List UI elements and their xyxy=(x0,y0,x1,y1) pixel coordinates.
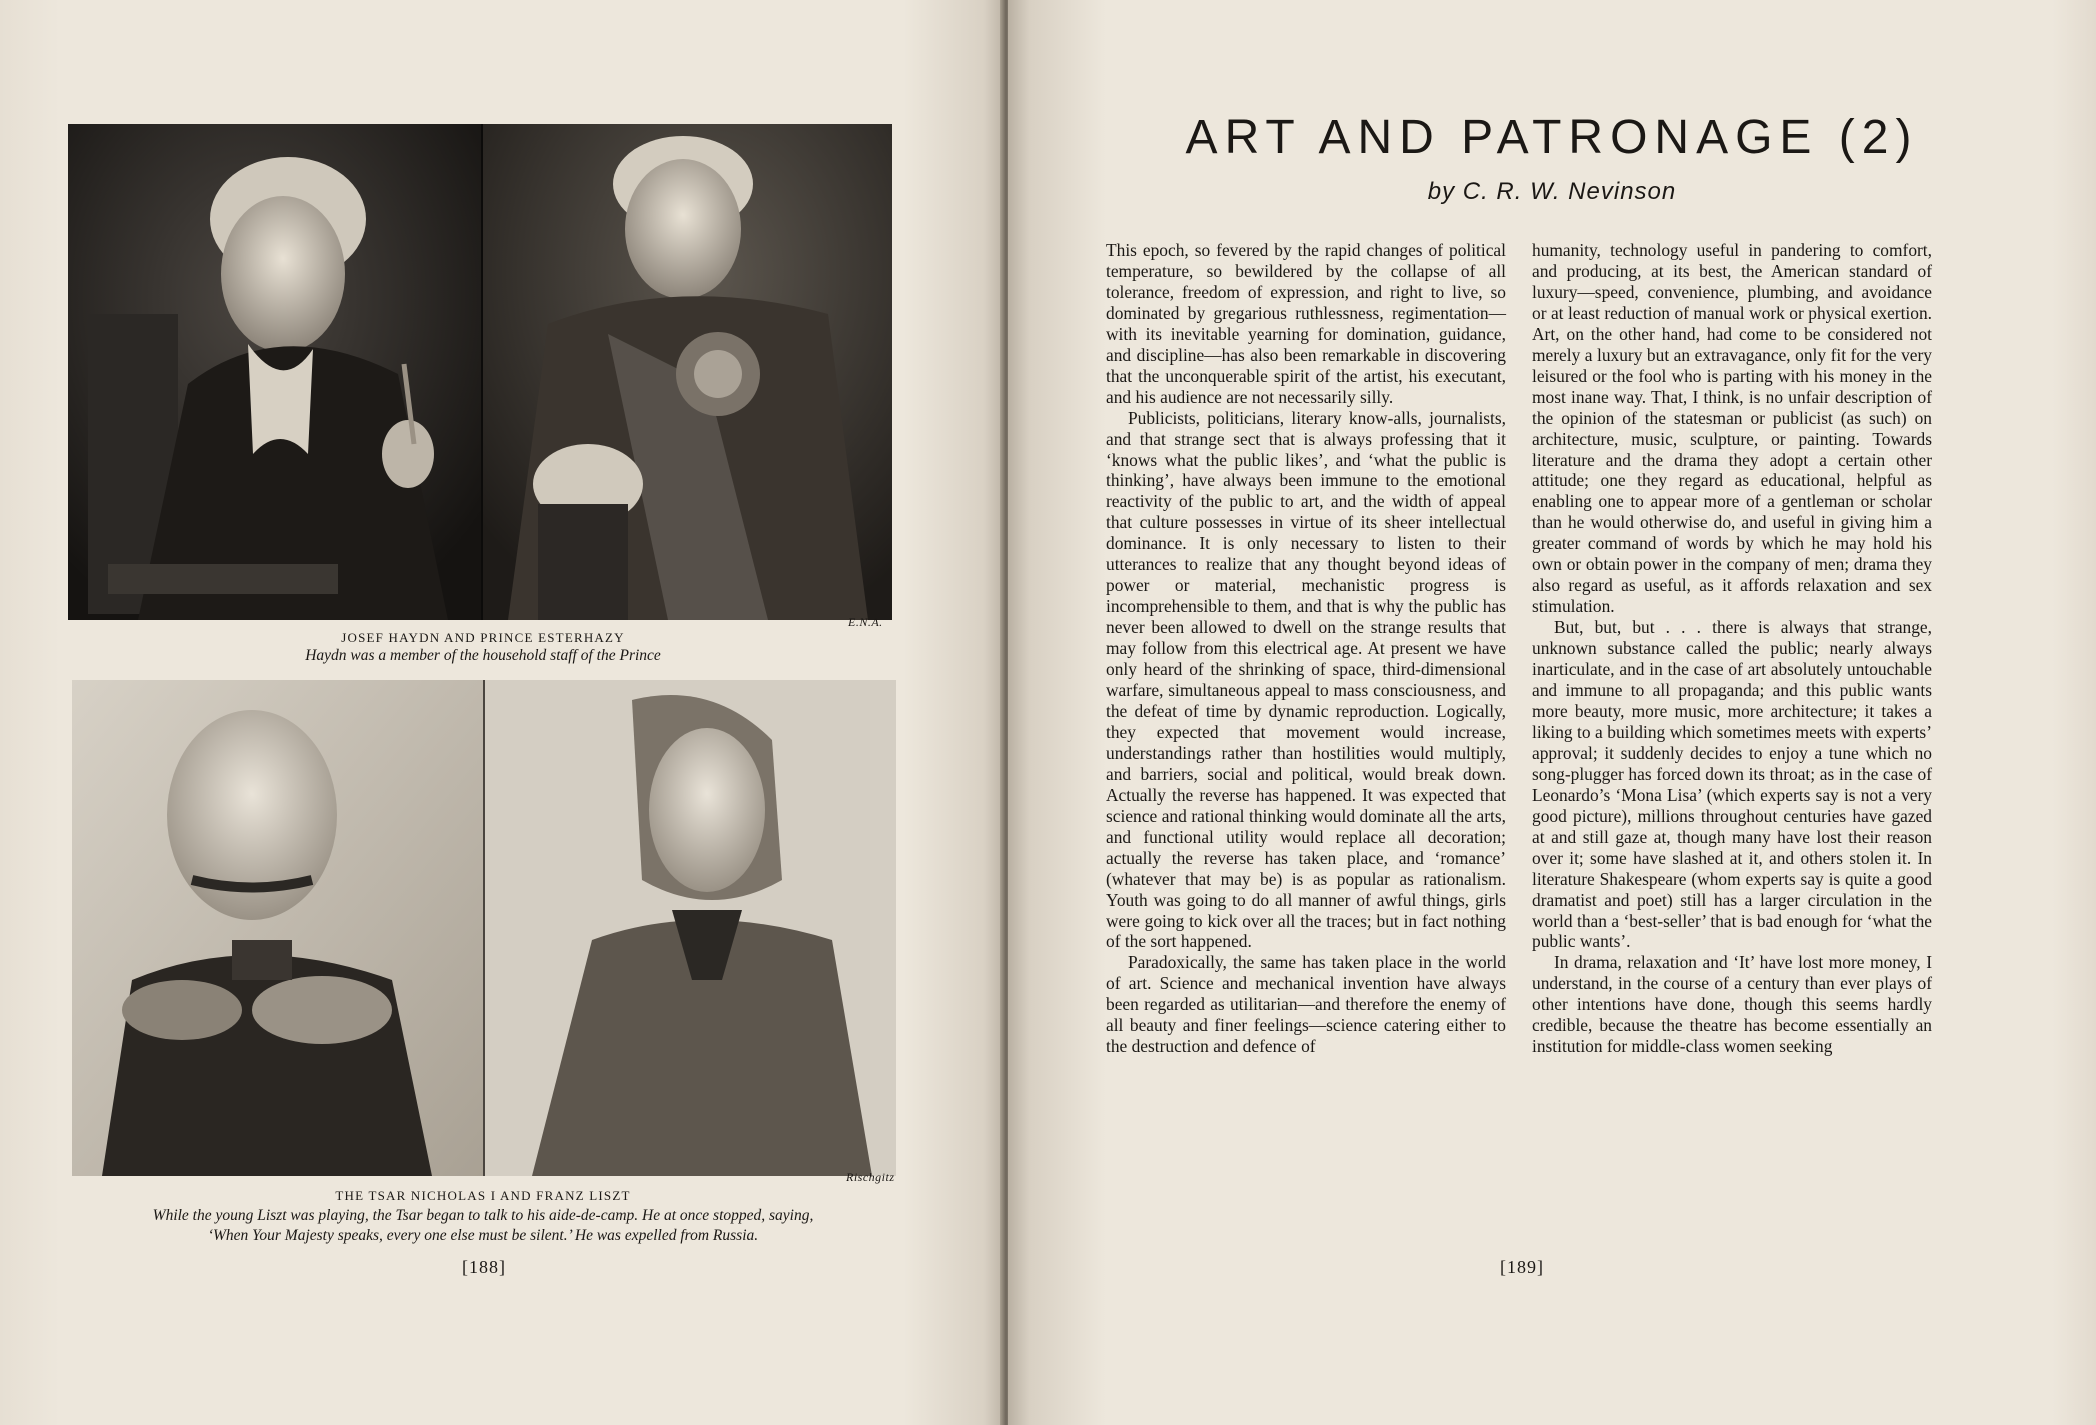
caption-heading: JOSEF HAYDN AND PRINCE ESTERHAZY xyxy=(341,630,625,645)
left-page xyxy=(0,0,1004,1425)
haydn-esterhazy-engraving xyxy=(68,124,892,620)
text-column-one xyxy=(1106,240,1506,1057)
paragraph: This epoch, so fevered by the rapid changes of political temperature, so bewildered by the collapse of all tolerance, freedom of expression, and right to live, so dominated by gregarious ruthlessness, regimentation—with its inevitable yearning for domination, guidance, and discipline—has also been remarkable in discovering that the unconquerable spirit of the artist, his executant, and his audience are not necessarily silly. xyxy=(1106,240,1506,407)
nicholas-liszt-engraving xyxy=(72,680,896,1176)
portrait-plate-nicholas-liszt xyxy=(72,680,896,1176)
page-number: [188] xyxy=(462,1257,506,1277)
text-column-two xyxy=(1532,240,1932,1057)
page-number: [189] xyxy=(1500,1257,1544,1277)
paragraph: Paradoxically, the same has taken place in the world of art. Science and mechanical invention have always been regarded as utilitarian—and therefore the enemy of all beauty and finer feelings—science catering either to the destruction and defence of xyxy=(1106,952,1506,1057)
paragraph: In drama, relaxation and ‘It’ have lost more money, I understand, in the course of a century than ever plays of other intentions have done, though this seems hardly credible, because the theatre has become essentially an institution for middle-class women seeking xyxy=(1532,952,1932,1057)
caption-heading: THE TSAR NICHOLAS I AND FRANZ LISZT xyxy=(335,1188,631,1203)
article-title: ART AND PATRONAGE (2) xyxy=(1185,111,1919,164)
paragraph: humanity, technology useful in pandering to comfort, and producing, at its best, the American standard of luxury—speed, convenience, plumbing, and avoidance or at least reduction of manual work or physical exertion. Art, on the other hand, had come to be considered not merely a luxury but an extravagance, only fit for the very leisured or the fool who is parting with his money in the most inane way. That, I think, is no unfair description of the opinion of the statesman or publicist (as such) on architecture, music, sculpture, or painting. Towards literature and the drama they adopt a certain other attitude; one they regard as educational, helpful as enabling one to appear more of a gentleman or scholar than he would otherwise do, and useful in giving him a greater command of words by which he may hold his own or obtain power in the company of men; drama they also regard as useful, as it affords relaxation and sex stimulation. xyxy=(1532,240,1932,617)
caption-text: Haydn was a member of the household staff of the Prince xyxy=(305,647,661,664)
caption-line: ‘When Your Majesty speaks, every one else must be silent.’ He was expelled from Russia. xyxy=(207,1227,759,1244)
plate-credit: E.N.A. xyxy=(848,615,883,629)
article-byline: by C. R. W. Nevinson xyxy=(1427,178,1677,205)
paragraph: But, but, but . . . there is always that strange, unknown substance called the public; nearly always inarticulate, and in the case of art absolutely untouchable and immune to all propaganda; and this public wants more beauty, more music, more architecture; it takes a liking to a building which sometimes meets with experts’ approval; it suddenly decides to enjoy a tune which no song-plugger has forced down its throat; as in the case of Leonardo’s ‘Mona Lisa’ (which experts say is not a very good picture), millions throughout centuries have gazed at and still gaze at, though many have lost their reason over it; some have slashed at it, and others stolen it. In literature Shakespeare (whom experts say is quite a good dramatist and poet) still has a larger circulation in the world than a ‘best-seller’ that is bad enough for ‘what the public wants’. xyxy=(1532,617,1932,952)
portrait-plate-haydn-esterhazy xyxy=(68,124,892,620)
caption-line: While the young Liszt was playing, the Tsar began to talk to his aide-de-camp. He at once stopped, saying, xyxy=(152,1207,814,1224)
paragraph: Publicists, politicians, literary know-alls, journalists, and that strange sect that is always professing that it ‘knows what the public likes’, and ‘what the public is thinking’, have always been immune to the emotional reactivity of the public to art, and the width of appeal that culture possesses in virtue of its sheer intellectual dominance. It is only necessary to listen to their utterances to realize that any thought beyond ideas of power or material, mechanistic progress is incomprehensible to them, and that is why the public has never been allowed to dwell on the strange results that may follow from this electrical age. At present we have only heard of the shrinking of space, third-dimensional warfare, simultaneous appeal to mass consciousness, and the defeat of time by dynamic reproduction. Logically, they expected that movement would increase, understandings rather than hostilities would multiply, and barriers, social and political, would break down. Actually the reverse has happened. It was expected that science and rational thinking would dominate all the arts, and functional utility would replace all decoration; actually the reverse has taken place, and ‘romance’ (whatever that may be) is as popular as rationalism. Youth was going to do all manner of awful things, girls were going to kick over all the traces; but in fact nothing of the sort happened. xyxy=(1106,407,1506,952)
plate-credit: Rischgitz xyxy=(846,1170,895,1184)
caption-text xyxy=(60,1206,906,1246)
